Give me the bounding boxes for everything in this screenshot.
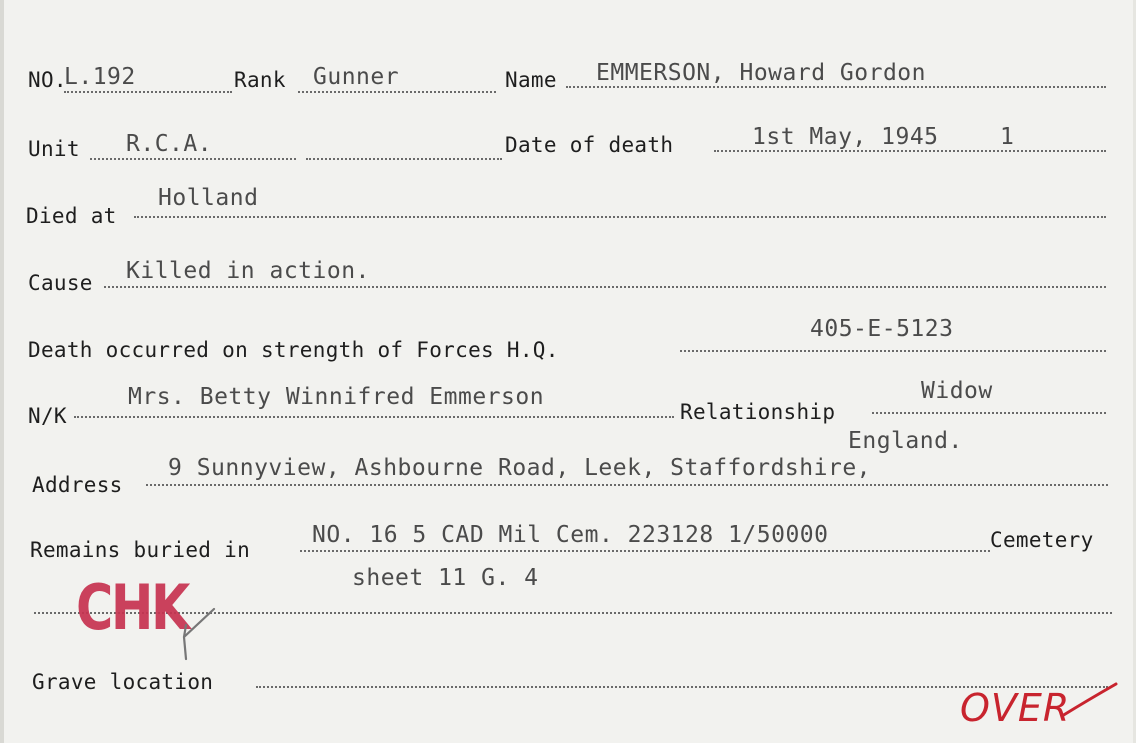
rank-line bbox=[298, 91, 496, 93]
relationship-line bbox=[872, 412, 1106, 414]
date-of-death-label: Date of death bbox=[505, 133, 674, 157]
next-of-kin-line bbox=[74, 416, 674, 418]
address-extra: England. bbox=[848, 428, 963, 454]
date-of-death-value: 1st May, 1945 bbox=[752, 124, 939, 150]
no-label: NO. bbox=[28, 68, 67, 92]
address-line bbox=[146, 484, 1108, 486]
no-value: L.192 bbox=[64, 64, 136, 90]
check-mark-icon bbox=[180, 603, 220, 663]
no-line bbox=[64, 91, 232, 93]
date-of-death-extra: 1 bbox=[1000, 124, 1015, 150]
name-line bbox=[566, 86, 1106, 88]
died-at-line bbox=[134, 216, 1106, 218]
next-of-kin-value: Mrs. Betty Winnifred Emmerson bbox=[128, 384, 545, 410]
cemetery-label: Cemetery bbox=[990, 528, 1094, 552]
died-at-label: Died at bbox=[26, 204, 117, 228]
address-value: 9 Sunnyview, Ashbourne Road, Leek, Staffordshire, bbox=[168, 455, 872, 481]
address-label: Address bbox=[32, 473, 123, 497]
cause-value: Killed in action. bbox=[126, 258, 370, 284]
remains-line bbox=[300, 550, 990, 552]
unit-value: R.C.A. bbox=[126, 131, 213, 157]
over-arrow-stroke bbox=[1058, 680, 1122, 724]
cause-label: Cause bbox=[28, 271, 93, 295]
rank-value: Gunner bbox=[313, 64, 400, 90]
unit-label: Unit bbox=[28, 137, 80, 161]
over-annotation: OVER bbox=[960, 686, 1071, 730]
strength-label: Death occurred on strength of Forces H.Q. bbox=[28, 338, 559, 362]
next-of-kin-label: N/K bbox=[28, 404, 67, 428]
date-line bbox=[714, 150, 1106, 152]
remains-value-2: sheet 11 G. 4 bbox=[352, 565, 539, 591]
name-label: Name bbox=[505, 68, 557, 92]
rank-label: Rank bbox=[234, 68, 286, 92]
strength-line bbox=[680, 350, 1106, 352]
chk-stamp: CHK bbox=[76, 571, 188, 644]
relationship-value: Widow bbox=[921, 378, 993, 404]
unit-line bbox=[90, 158, 296, 160]
grave-location-label: Grave location bbox=[32, 670, 214, 694]
died-at-value: Holland bbox=[158, 185, 259, 211]
remains-label: Remains buried in bbox=[30, 538, 251, 562]
remains-value: NO. 16 5 CAD Mil Cem. 223128 1/50000 bbox=[312, 522, 829, 548]
unit-line-2 bbox=[306, 158, 502, 160]
name-value: EMMERSON, Howard Gordon bbox=[596, 60, 926, 86]
cause-line bbox=[104, 286, 1106, 288]
card-edge-left bbox=[0, 0, 4, 743]
relationship-label: Relationship bbox=[680, 400, 836, 424]
strength-value: 405-E-5123 bbox=[810, 316, 954, 342]
